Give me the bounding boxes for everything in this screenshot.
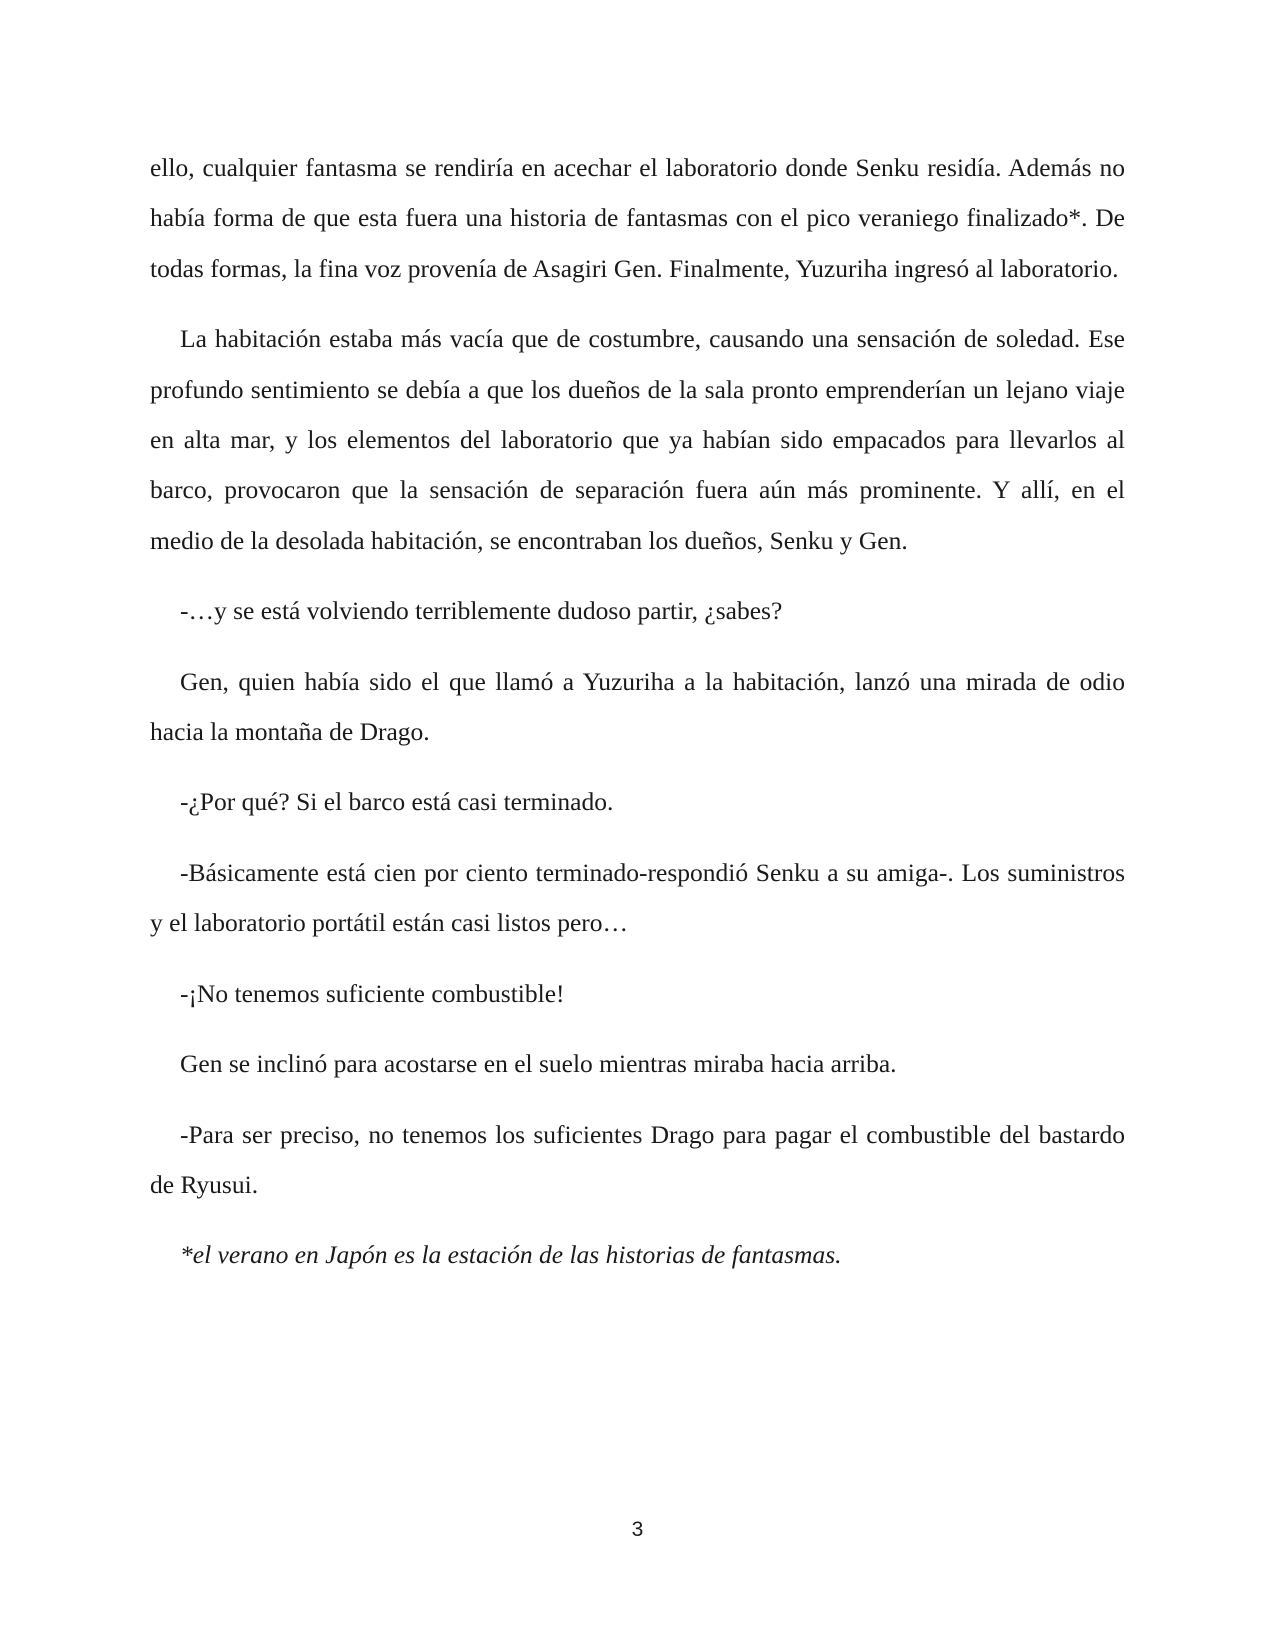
body-text bbox=[150, 143, 1125, 1281]
paragraph-7: -¡No tenemos suficiente combustible! bbox=[180, 978, 565, 1008]
paragraph-4: Gen, quien había sido el que llamó a Yuzuriha a la habitación, lanzó una mirada de odio hacia la montaña de Drago. bbox=[150, 666, 1125, 747]
paragraph-3: -…y se está volviendo terriblemente dudoso partir, ¿sabes? bbox=[180, 596, 783, 626]
page-number: 3 bbox=[631, 1518, 644, 1541]
footnote: *el verano en Japón es la estación de las historias de fantasmas. bbox=[180, 1240, 842, 1270]
paragraph-1: ello, cualquier fantasma se rendiría en acechar el laboratorio donde Senku residía. Además no había forma de que esta fuera una historia de fantasmas con el pico veraniego finalizado*. De todas formas, la fina voz provenía de Asagiri Gen. Finalmente, Yuzuriha ingresó al laboratorio. bbox=[150, 153, 1125, 283]
paragraph-5: -¿Por qué? Si el barco está casi terminado. bbox=[180, 787, 614, 817]
paragraph-2: La habitación estaba más vacía que de costumbre, causando una sensación de soledad. Ese profundo sentimiento se debía a que los dueños de la sala pronto emprenderían un lejano viaje en alta mar, y los elementos del laboratorio que ya habían sido empacados para llevarlos al barco, provocaron que la sensación de separación fuera aún más prominente. Y allí, en el medio de la desolada habitación, se encontraban los dueños, Senku y Gen. bbox=[150, 324, 1125, 555]
paragraph-6: -Básicamente está cien por ciento terminado-respondió Senku a su amiga-. Los suministros y el laboratorio portátil están casi listos pero… bbox=[150, 857, 1125, 938]
paragraph-9: -Para ser preciso, no tenemos los suficientes Drago para pagar el combustible del bastardo de Ryusui. bbox=[150, 1119, 1125, 1199]
paragraph-8: Gen se inclinó para acostarse en el suelo mientras miraba hacia arriba. bbox=[180, 1049, 897, 1079]
